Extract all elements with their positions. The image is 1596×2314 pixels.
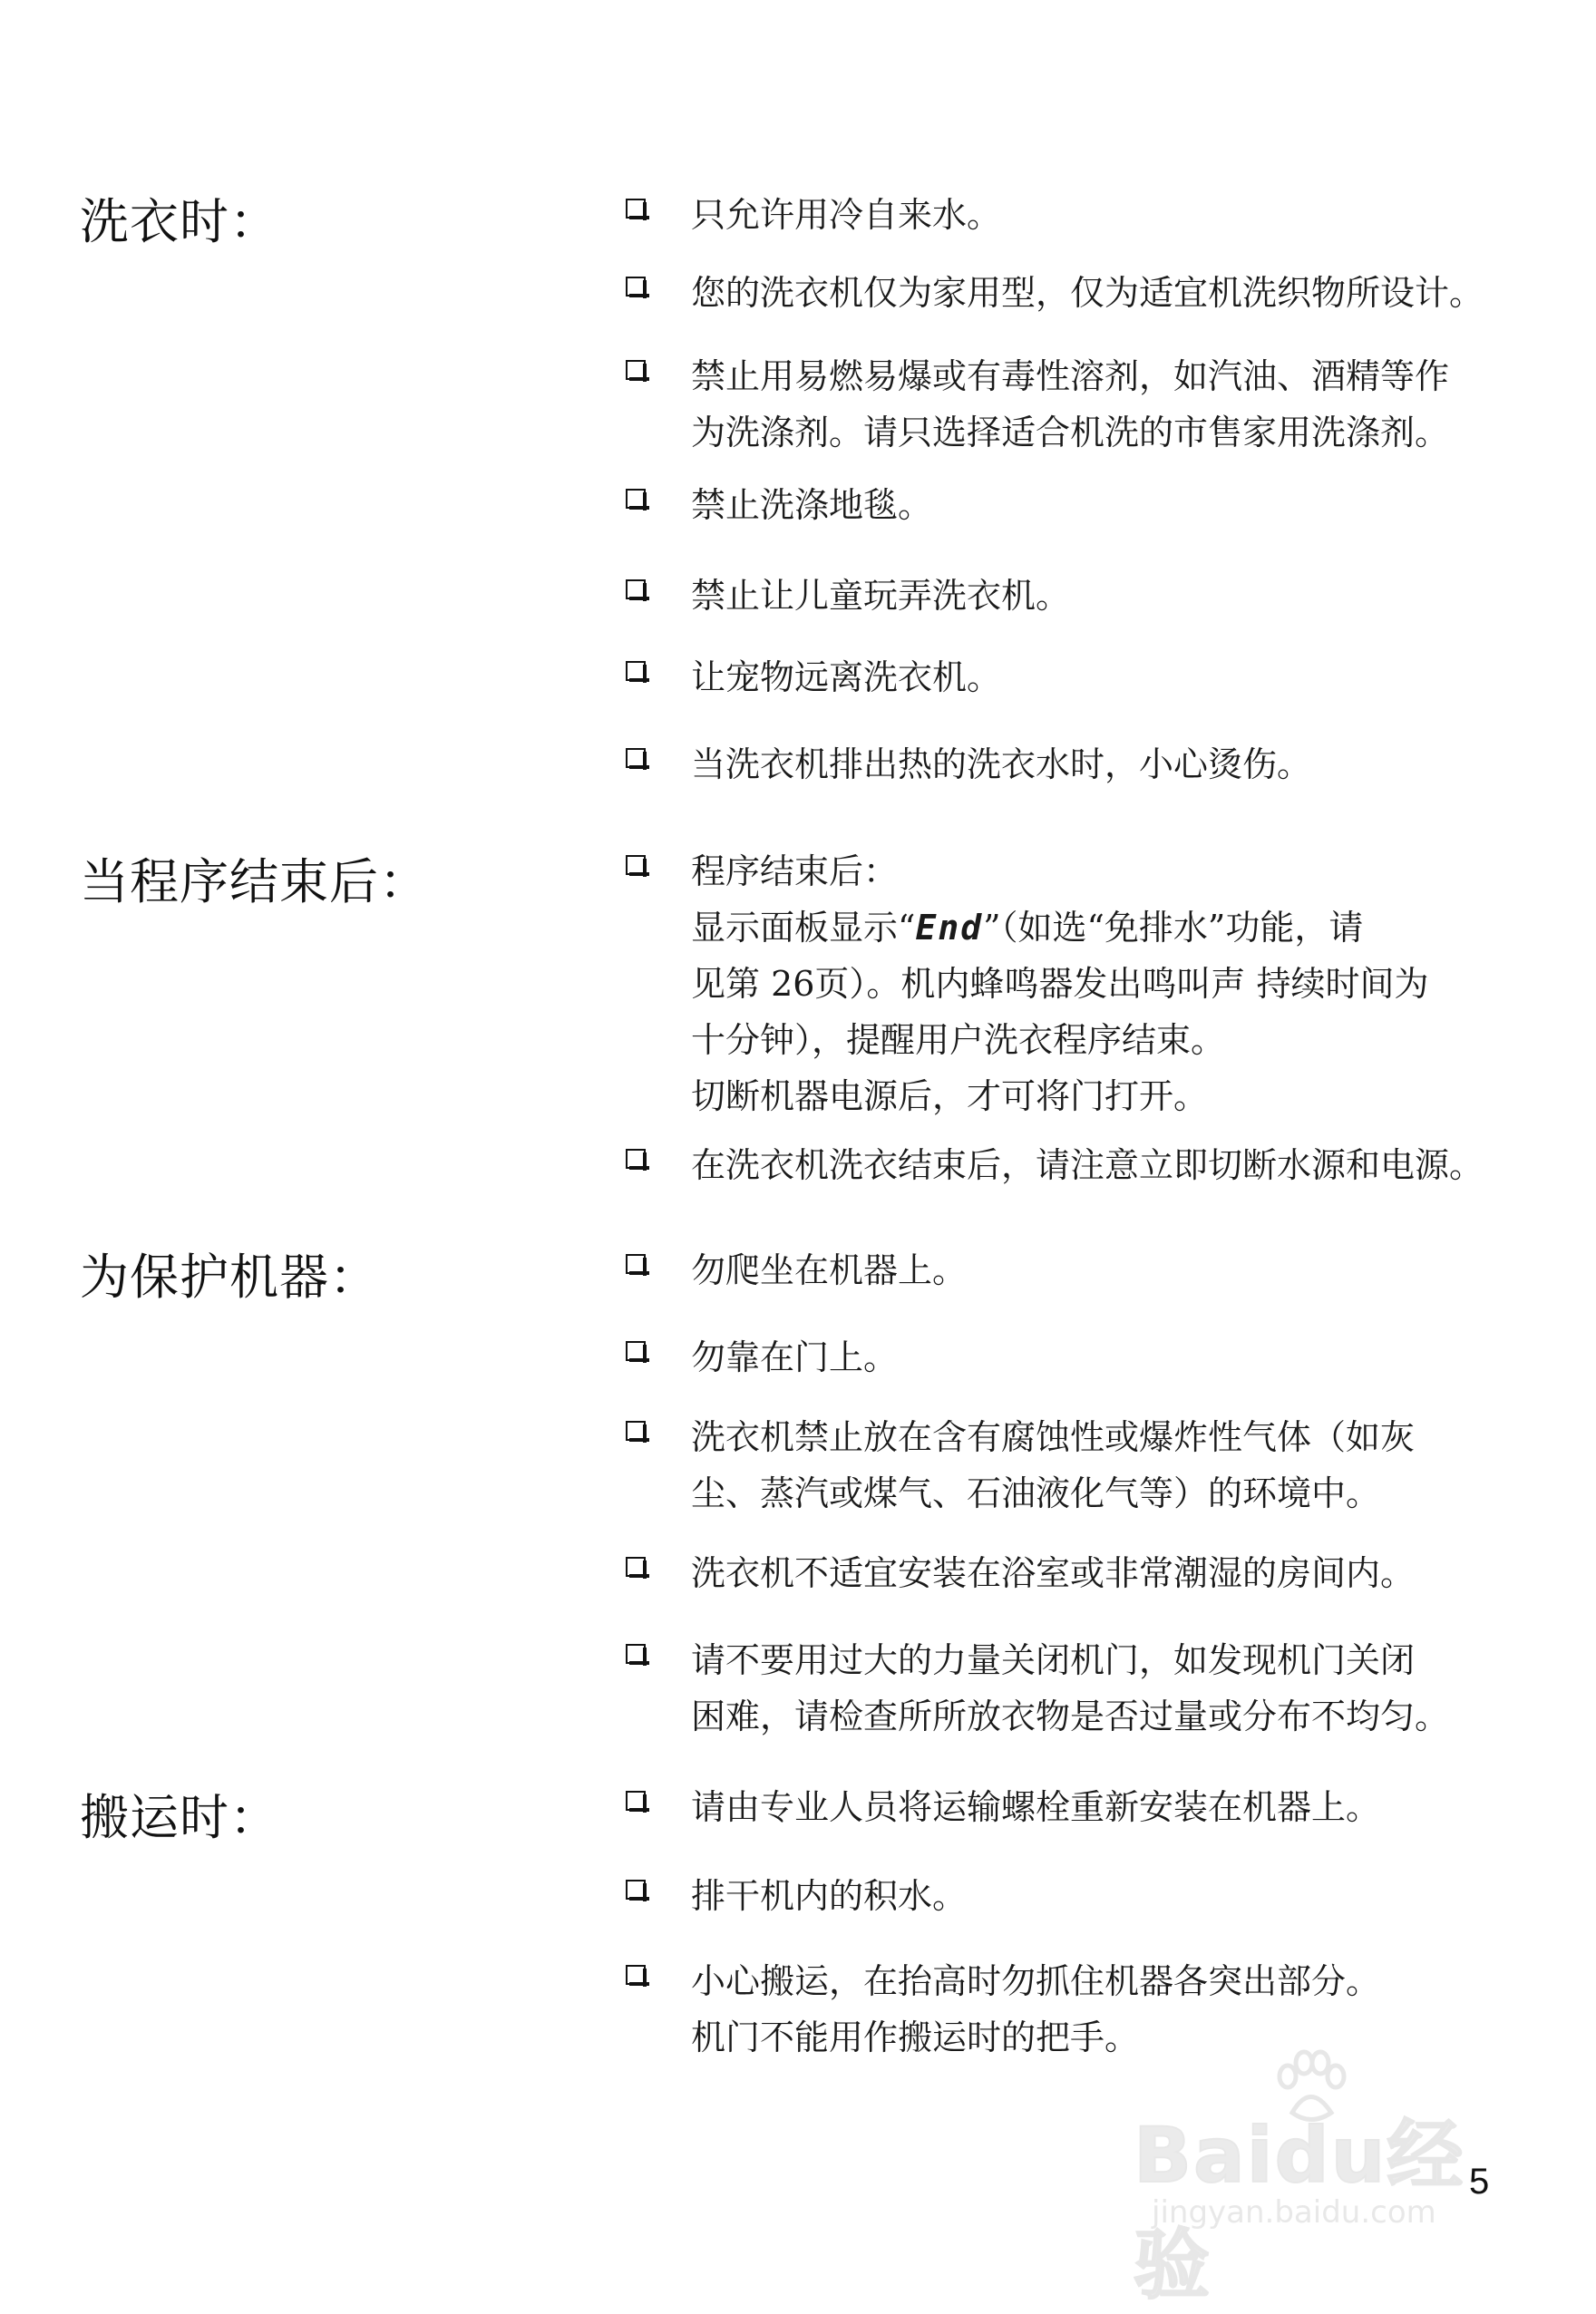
list-item: 程序结束后： 显示面板显示“End”（如选“免排水”功能，请 见第 26页）。机内蜂鸣器发出鸣叫声 持续时间为 十分钟），提醒用户洗衣程序结束。 切断机器电源后，才可将门打开。 bbox=[626, 843, 1560, 1124]
list-item: 排干机内的积水。 bbox=[626, 1868, 1560, 1924]
list-item: 勿爬坐在机器上。 bbox=[626, 1242, 1560, 1298]
checkbox-icon bbox=[626, 855, 646, 875]
list-item: 当洗衣机排出热的洗衣水时，小心烫伤。 bbox=[626, 736, 1560, 792]
checkbox-icon bbox=[626, 199, 646, 219]
checkbox-icon bbox=[626, 1965, 646, 1985]
checkbox-icon bbox=[626, 1791, 646, 1811]
checkbox-icon bbox=[626, 661, 646, 681]
list-item: 小心搬运，在抬高时勿抓住机器各突出部分。 机门不能用作搬运时的把手。 bbox=[626, 1953, 1560, 2066]
checkbox-icon bbox=[626, 1149, 646, 1169]
checkbox-icon bbox=[626, 1254, 646, 1274]
list-item: 请不要用过大的力量关闭机门，如发现机门关闭 困难，请检查所所放衣物是否过量或分布不均匀。 bbox=[626, 1632, 1560, 1745]
checkbox-icon bbox=[626, 360, 646, 380]
checkbox-icon bbox=[626, 1557, 646, 1577]
list-item: 禁止让儿童玩弄洗衣机。 bbox=[626, 568, 1560, 624]
list-item: 洗衣机禁止放在含有腐蚀性或爆炸性气体（如灰 尘、蒸汽或煤气、石油液化气等）的环境中。 bbox=[626, 1409, 1560, 1522]
list-item: 您的洗衣机仅为家用型，仅为适宜机洗织物所设计。 bbox=[626, 265, 1560, 321]
checkbox-icon bbox=[626, 489, 646, 509]
checkbox-icon bbox=[626, 1880, 646, 1900]
list-item: 在洗衣机洗衣结束后，请注意立即切断水源和电源。 bbox=[626, 1137, 1560, 1193]
end-display-code: End bbox=[915, 908, 984, 948]
list-item: 禁止洗涤地毯。 bbox=[626, 477, 1560, 533]
list-item: 禁止用易燃易爆或有毒性溶剂，如汽油、酒精等作 为洗涤剂。请只选择适合机洗的市售家用洗涤剂。 bbox=[626, 348, 1560, 461]
section-heading-program-end: 当程序结束后： bbox=[80, 853, 429, 910]
end-display-line: 显示面板显示“End”（如选“免排水”功能，请 bbox=[691, 908, 1364, 948]
checkbox-icon bbox=[626, 1341, 646, 1361]
list-item: 只允许用冷自来水。 bbox=[626, 187, 1560, 243]
list-item: 洗衣机不适宜安装在浴室或非常潮湿的房间内。 bbox=[626, 1545, 1560, 1601]
checkbox-icon bbox=[626, 748, 646, 768]
section-heading-washing: 洗衣时： bbox=[80, 193, 279, 250]
section-heading-protect-machine: 为保护机器： bbox=[80, 1249, 379, 1306]
list-item: 让宠物远离洗衣机。 bbox=[626, 649, 1560, 705]
baidu-watermark bbox=[1134, 2076, 1514, 2309]
checkbox-icon bbox=[626, 1421, 646, 1441]
checkbox-icon bbox=[626, 1644, 646, 1664]
section-heading-transport: 搬运时： bbox=[80, 1789, 279, 1846]
checkbox-icon bbox=[626, 579, 646, 599]
watermark-url: jingyan.baidu.com bbox=[1152, 2194, 1436, 2231]
list-item: 勿靠在门上。 bbox=[626, 1329, 1560, 1385]
watermark-brand: Baidu经验 bbox=[1134, 2111, 1465, 2309]
list-item: 请由专业人员将运输螺栓重新安装在机器上。 bbox=[626, 1779, 1560, 1835]
page-number: 5 bbox=[1469, 2162, 1490, 2202]
checkbox-icon bbox=[626, 277, 646, 297]
